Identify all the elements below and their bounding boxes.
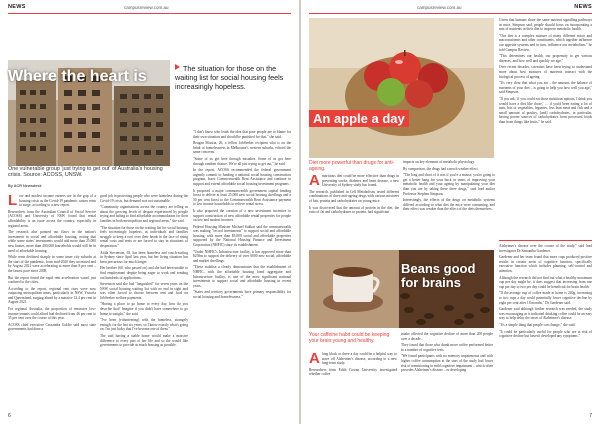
apple-column-1: A nutritious diet could be more effective than drugs in preventing stroke, diabetes and heart disease, a new University of Sydney study has found. The research, published in Cell Metabolism, tested different combinations of three anti-ageing drugs with various mixtures of fats, protein and carbohydrates on young mice. It was discovered that the amount of protein in the diet, the ratio of fat and carbohydrates to protein, had significant (309, 174, 399, 215)
site-url[interactable]: campusreview.com.au (417, 5, 462, 10)
hero-caption: One vulnerable group 'just trying to get out' of Australia's housing crisis. Source: ACOSS, UNSW. (8, 166, 163, 179)
article-column-3: "I don't know who leads the idea that poor people are to blame for their own situation and should be punished for that," she said. Reagan Mozzia, 26, a fellow JobSeeker recipient who is on the brink of homelessness in Melbourne's western suburbs, echoed the same concerns. "Some of us got here through mistakes. Some of us got here through random chance. We're all just trying to get out," he said. In the report, ACOSS recommended the federal government urgently commit to funding a national social housing construction program, boost Commonwealth Rent Assistance and continue to support and extend affordable social housing investment programs. It proposed a major commonwealth government capital funding boost to deliver at least 25,000 new social housing dwellings and a 50 per cent boost to the Commonwealth Rent Assistance payment to low income households to relieve rental stress. It also proposed the creation of a new investment incentive to support construction of new affordable rental properties for people on low and modest incomes. Federal Housing Minister Michael Sukkar said the commonwealth was making "record investments" to support social and affordable housing, with more than $5,000 social and affordable properties supported by the National Housing Finance and Investment Corporation (NHFIC) since its establishment. "Under NHFIC's Infrastructure facility, it has approved more than $250m to support the delivery of over 6000 new social, affordable and market dwellings. "These stabilise a clearly demonstrates that the establishment of NHFIC, with the affordable housing bond aggregator and Infrastructure facility, is one of the most significant national investments to support social and affordable housing in recent years. "States and territory governments have primary responsibility for social housing and homelessness." (193, 130, 291, 299)
beans-column-1: A long black or three a day could be a helpful way to stave off Alzheimer's disease, according to a new long-term study. Researchers from Edith Cowan University investigated whether coffee (309, 352, 397, 377)
apple-image (309, 18, 494, 158)
page-header (309, 4, 592, 14)
drop-cap: A (309, 352, 320, 367)
beans-headline: Beans good for brains (401, 261, 476, 290)
pull-quote (175, 64, 291, 91)
apple-headline: An apple a day (309, 110, 409, 127)
page-number: 7 (589, 413, 592, 419)
article-column-1: Low and modest income earners are in the grip of a housing crisis as the Covid-19 pandemic causes rents to surge, according to a new report. Researchers from the Australian Council of Social Service (ACOSS) and University of NSW found that rental affordability is an issue across the country, especially in regional areas. The research also pointed out flaws in the nation's investment in social and affordable housing, noting that while some states' investments would add more than 25,000 new homes, more than 400,000 households would still be in need of affordable housing. While rents declined sharply in some inner city suburbs at the start of the pandemic, from mid-2020 they increased and by August 2021 were accelerating at more than 8 per cent – the fastest pace since 2008. But the report found the rapid rent acceleration wasn't just confined to the cities. According to the report, regional rent rises were now outpacing metropolitan areas, particularly in NSW, Victoria and Queensland, surging ahead by a massive 12.4 per cent in August 2021. For regional Australia, the proportion of tenancies low-income tenants could afford had declined from 46 per cent to 35 per cent over the course of this year. ACOSS chief executive Cassandra Goldie said most state governments had done a (8, 194, 96, 332)
beans-column-3: Alzheimer's disease over the course of the study," said lead investigator Dr Samantha Gardener. Gardener and her team found that more cups produced positive results in certain areas of cognitive function, specifically executive function which includes planning, self-control and attention. Although the research did not find out what a healthy maximum cup per day might be, it does suggest that increasing from one cup per day to two per day could be beneficial for brain health. "If the average cup of coffee made at home is 240g, increasing to two cups a day could potentially lower cognitive decline by eight per cent after 18 months," Dr Gardener said. Gardener said although further research was needed, the study was encouraging as it indicated drinking coffee could be an easy way to help delay the onset of Alzheimer's disease. "It's a simple thing that people can change," she said. "It could be particularly useful for people who are at risk of cognitive decline but haven't developed any symptoms." (499, 244, 592, 339)
drop-cap: L (8, 194, 18, 209)
apple-caption: Diet more powerful than drugs for anti-ageing. (309, 160, 395, 172)
drop-cap: A (309, 174, 320, 189)
site-url[interactable]: campusreview.com.au (124, 5, 169, 10)
pull-quote-text: The situation for those on the waiting list for social housing feels increasingly hopeless. (175, 64, 284, 91)
apple-column-3: Given that humans share the same nutrient signalling pathways as mice, Simpson said, people should focus on incorporating a mix of nutrients in their diet to improve metabolic health. "Our diet is a complex mixture of many different micro and macronutrients and other constituents, which together influence our appetite systems and in turn, influence our metabolism," he told Campus Review. "This determines our health, our propensity to get various diseases, and how well and quickly we age." Over recent decades, scientists have been trying to understand more about how mixtures of nutrients interact with the biological process of ageing. "It's very clear that what you eat – the amount, the balance of nutrients of your diet – is going to help you how well you age," said Simpson. "If you ask, 'if you could eat those nutritious options, I think you would have a diet like those,' … if you'd been eating a lot of nuts, lots of vegetables, legumes, less lean meat and fish and a small amount of poultry, [and] carbohydrates, in particular, having poorer sources of carbohydrates from processed foods than from things like fruits," he said. (499, 18, 592, 124)
section-divider (499, 240, 592, 241)
page-header (8, 4, 291, 14)
byline: By ACR Newsdesk (8, 184, 42, 188)
header-rule (309, 13, 592, 14)
header-rule (8, 13, 291, 14)
left-page (0, 0, 299, 424)
coffee-image (309, 250, 494, 328)
right-page (301, 0, 600, 424)
beans-caption: Your caffeine habit could be keeping your brain young and healthy. (309, 332, 390, 344)
apple-basket-photo (309, 18, 494, 158)
section-label: NEWS (574, 4, 592, 10)
headline: Where the heart is (8, 68, 147, 85)
triangle-bullet-icon (175, 64, 180, 70)
article-column-2: good job in protecting people who were homeless during the Covid-19 crisis, but demand was not sustainable. "Community organisations across the country are telling us about the growing levels of despair experienced by people trying and failing to find affordable accommodation for their families in both metropolitan and regional areas," she said. "The situation for those on the waiting list for social housing feels increasingly hopeless, as individuals and families struggle to keep a roof over their heads in the face of rising rental costs and rents or are forced to stay in situations of desperation." Attila Stevenson, 65, has been homeless and couch-surfing in Sydney since April last year, but her living situation has been precarious for much longer. Her brother (60, who passed on) and she had been unable to find employment despite being eager to work and sending out hundreds of applications. Stevenson said she had "languished" for seven years on the NSW social housing waiting list with no end in sight and was often forced to choose between rent and food on JobSeeker welfare payments. "Having a place to go home to every day, how do you describe that? Imagine if you didn't have somewhere to go home to tonight," she said. "I've been [volunteering] with the homeless, strangely enough, for the last six years, so I know exactly what's going on. I'm just lucky that I've become one of them." The said having a stable home would make a massive difference to every part of her life and so the would like governments to provide as much housing as possible. (100, 194, 188, 348)
page-number: 6 (8, 413, 11, 419)
beans-column-2: intake affected the cognitive decline of more than 200 people over a decade. They found that those who drank more coffee performed better in a number of cognitive tests. "We found participants with no memory impairments and with higher coffee consumption at the start of the study had lower risk of transitioning to mild cognitive impairment – which often precedes Alzheimer's disease – or developing (401, 332, 493, 373)
section-label: NEWS (8, 4, 26, 10)
apple-column-2: impacts on key elements of metabolic physiology. By comparison, the drugs had a much weaker effect. "The long and short of it was if you're a mouse, you're going to get a better bang for your buck in terms of improving your metabolic health and your ageing by manipulating your diet than you are by taking these three drugs," said lead author Professor Stephen Simpson. Interestingly, the effects of the drugs on metabolic systems differed according to what diet the mice were consuming, and their effect was weaker than the effect of the diets themselves. (403, 160, 495, 212)
